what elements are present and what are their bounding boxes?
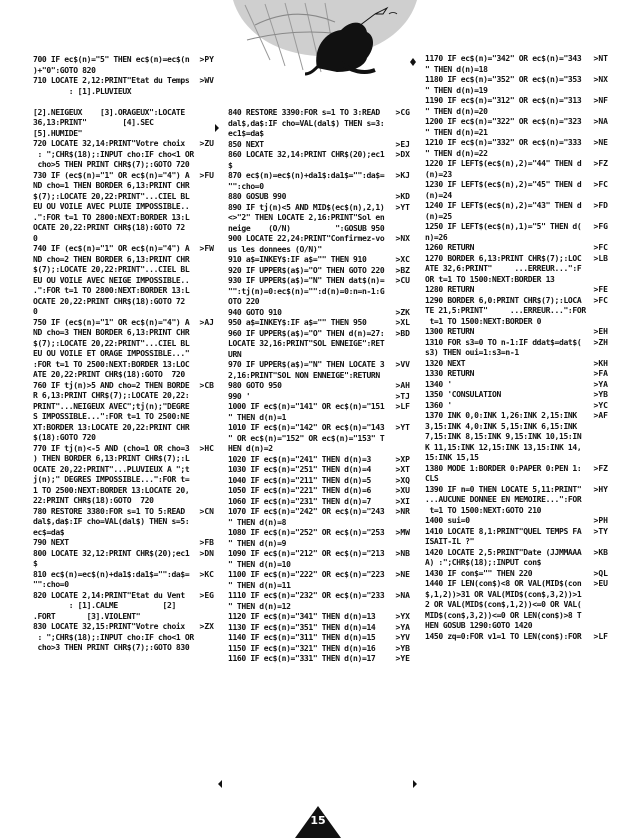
code-text: 850 NEXT [228,139,264,149]
code-text: 910 a$=INKEY$:IF a$="" THEN 910 [228,255,367,264]
code-line [228,654,410,665]
code-text: 990 ' [228,391,251,401]
code-line [228,318,410,329]
code-column-right [425,54,608,642]
checksum: >MW [395,528,410,537]
code-text: 1140 IF ec$(n)="311" THEN d(n)=15 [228,633,376,642]
code-text: 1420 LOCATE 2,5:PRINT"Date (JJMMAAA A) :";CHR$(18);:INPUT con$ [425,547,582,567]
checksum: >NA [593,117,608,126]
checksum: >BD [395,328,410,338]
code-text: 870 ec$(n)=ec$(n)+da1$:da1$="":da$= "":cho=0 [228,171,385,191]
code-line [228,455,410,466]
code-text: 970 IF UPPER$(a$)="N" THEN LOCATE 3 2,16:PRINT"SOL NON ENNEIGE":RETURN [228,360,385,380]
checksum: >AJ [199,317,214,327]
code-text: 1230 IF LEFT$(ec$(n),2)="45" THEN d (n)=24 [425,180,582,200]
code-text: 1080 IF ec$(n)="252" OR ec$(n)="253 " THEN d(n)=9 [228,528,385,548]
code-line [228,497,410,508]
code-line [228,402,410,423]
code-text: 790 NEXT [33,538,69,547]
code-text: 1190 IF ec$(n)="312" OR ec$(n)="313 " THEN d(n)=20 [425,96,582,116]
checksum: >XL [395,318,410,327]
checksum: >KD [395,192,410,201]
checksum: >YV [395,633,410,642]
code-line [228,108,410,140]
code-line [425,201,608,222]
checksum: >XP [395,454,410,464]
checksum: >NB [395,549,410,558]
code-text: 1110 IF ec$(n)="232" OR ec$(n)="233 " THEN d(n)=12 [228,591,385,611]
code-text: 770 IF tj(n)<-5 AND (cho=1 OR cho=3 ) THEN BORDER 6,13:PRINT CHR$(7);:L OCATE 20,22:PRINT"...PLUVIEUX A ";t j(n);" DEGRES IMPOSSIBLE...":FOR t= 1 TO 2500:NEXT:BORDER 13:LOCATE 20, 22:PRINT CHR$(18):GOTO 720 [33,443,190,505]
code-text: 780 RESTORE 3380:FOR s=1 TO 5:READ dal$,da$:IF cho=VAL(dal$) THEN s=5: ec$=da$ [33,506,190,537]
code-text: 800 LOCATE 32,12:PRINT CHR$(20);ec1 $ [33,548,190,568]
checksum: >YT [395,202,410,212]
code-text: 1160 IF ec$(n)="331" THEN d(n)=17 [228,654,376,663]
code-text: 880 GOSUB 990 [228,192,287,201]
checksum: >EU [593,579,608,588]
checksum: >AH [395,381,410,390]
code-text: 960 IF UPPER$(a$)="O" THEN d(n)=27: LOCATE 32,16:PRINT"SOL ENNEIGE":RET URN [228,328,385,359]
checksum: >YC [593,400,608,410]
code-line [33,381,214,444]
code-text: 840 RESTORE 3390:FOR s=1 TO 3:READ dal$,da$:IF cho=VAL(dal$) THEN s=3: ec1$=da$ [228,108,385,138]
code-line [33,622,214,654]
code-line [33,244,214,318]
code-column-left [33,55,214,654]
code-text: 1220 IF LEFT$(ec$(n),2)="44" THEN d (n)=23 [425,159,582,179]
code-line [425,548,608,569]
checksum: >LF [593,631,608,641]
code-line [228,644,410,655]
checksum: >FW [199,244,214,253]
code-line [425,138,608,159]
checksum: >FB [199,538,214,547]
checksum: >NX [395,234,410,243]
code-text: 1330 RETURN [425,369,475,378]
code-line [228,612,410,623]
code-text: 1070 IF ec$(n)="242" OR ec$(n)="243 " THEN d(n)=8 [228,507,385,527]
checksum: >PY [199,55,214,64]
code-line [425,296,608,328]
code-text: 1100 IF ec$(n)="222" OR ec$(n)="223 " THEN d(n)=11 [228,570,385,590]
checksum: >AF [593,411,608,420]
code-line [228,465,410,476]
code-line [228,140,410,151]
code-text: 1280 RETURN [425,285,475,294]
code-text: 1370 INK 0,0:INK 1,26:INK 2,15:INK 3,15:INK 4,0:INK 5,15:INK 6,15:INK 7,15:INK 8,15:INK 9,15:INK 10,15:IN K 11,15:INK 12,15:INK 13,15:INK 14, 15:INK 15,15 [425,411,582,462]
code-line [228,266,410,277]
checksum: >YT [395,423,410,432]
checksum: >YA [593,379,608,389]
code-text: 1010 IF ec$(n)="142" OR ec$(n)="143 " OR ec$(n)="152" OR ec$(n)="153" T HEN d(n)=2 [228,423,385,453]
checksum: >CG [395,108,410,117]
code-text: 1240 IF LEFT$(ec$(n),2)="43" THEN d (n)=25 [425,201,582,221]
code-line [425,369,608,380]
checksum: >FC [593,180,608,189]
code-line [425,359,608,370]
code-text: 1310 FOR s3=0 TO n-1:IF ddat$=dat$( s3) THEN oui=1:s3=n-1 [425,337,582,357]
checksum: >YX [395,612,410,621]
code-line [228,255,410,266]
checksum: >ZH [593,337,608,347]
code-line [425,180,608,201]
code-line [425,390,608,401]
code-line [425,632,608,643]
code-text: 1360 ' [425,400,452,410]
checksum: >YE [395,654,410,663]
checksum: >FZ [593,159,608,168]
code-text: 950 a$=INKEY$:IF a$="" THEN 950 [228,318,367,327]
code-text: 1260 RETURN [425,243,475,252]
code-line [425,254,608,286]
checksum: >XQ [395,475,410,485]
code-text: 1130 IF ec$(n)="351" THEN d(n)=14 [228,622,376,632]
checksum: >XU [395,486,410,495]
checksum: >FC [593,295,608,305]
code-line [228,150,410,171]
checksum: >DN [199,548,214,558]
code-text: 920 IF UPPER$(a$)="O" THEN GOTO 220 [228,265,385,275]
code-line [33,171,214,245]
checksum: >FA [593,369,608,378]
code-line [228,623,410,634]
code-line [425,411,608,464]
checksum: >ZX [199,622,214,631]
code-line [425,380,608,391]
code-line [425,75,608,96]
code-text: 700 IF ec$(n)="5" THEN ec$(n)=ec$(n )+"0":GOTO 820 [33,55,190,75]
code-text: 710 LOCATE 2,12:PRINT"Etat du Temps : [1].PLUVIEUX [2].NEIGEUX [3].ORAGEUX":LOCATE 36,13:PRINT" [4].SEC [5].HUMIDE" [33,76,190,138]
code-text: 1350 'CONSULATION [425,390,501,399]
checksum: >HY [593,484,608,494]
checksum: >TY [593,526,608,536]
checksum: >EH [593,327,608,336]
checksum: >VV [395,360,410,369]
checksum: >LF [395,402,410,411]
checksum: >NF [593,96,608,105]
checksum: >NT [593,54,608,63]
code-text: 1030 IF ec$(n)="251" THEN d(n)=4 [228,465,371,474]
code-line [425,464,608,485]
code-text: 940 GOTO 910 [228,307,282,317]
checksum: >FD [593,201,608,210]
checksum: >CU [395,276,410,285]
code-line [425,117,608,138]
code-column-middle [228,108,410,665]
code-text: 1300 RETURN [425,327,475,336]
code-text: 730 IF (ec$(n)="1" OR ec$(n)="4") A ND cho=1 THEN BORDER 6,13:PRINT CHR $(7);:LOCATE 20,22:PRINT"...CIEL BL EU OU VOILE AVEC PLUIE IMPOSSIBLE.. .":FOR t=1 TO 2800:NEXT:BORDER 13:L OCATE 20,22:PRINT CHR$(18):GOTO 72 0 [33,170,190,243]
code-text: 1450 zq=0:FOR v1=1 TO LEN(con$):FOR [425,631,582,641]
code-line [33,55,214,76]
code-line [228,360,410,381]
code-text: 1020 IF ec$(n)="241" THEN d(n)=3 [228,454,371,464]
code-line [228,171,410,192]
checksum: >FC [593,243,608,252]
code-text: 740 IF (ec$(n)="1" OR ec$(n)="4") A ND cho=2 THEN BORDER 6,13:PRINT CHR $(7);:LOCATE 20,22:PRINT"...CIEL BL EU OU VOILE AVEC NEIGE IMPOSSIBLE.. .":FOR t=1 TO 2800:NEXT:BORDER 13:L OCATE 20,22:PRINT CHR$(18):GOTO 72 0 [33,244,190,316]
code-line [33,444,214,507]
code-line [228,507,410,528]
marker-icon [217,780,223,788]
code-text: 890 IF tj(n)<5 AND MID$(ec$(n),2,1) <>"2" THEN LOCATE 2,16:PRINT"Sol en neige (O/N) ":GOSUB 950 [228,202,385,233]
code-text: 1200 IF ec$(n)="322" OR ec$(n)="323 " THEN d(n)=21 [425,117,582,137]
code-line [425,54,608,75]
code-line [425,243,608,254]
code-line [228,381,410,392]
checksum: >EG [199,590,214,600]
code-text: 1180 IF ec$(n)="352" OR ec$(n)="353 " THEN d(n)=19 [425,75,582,95]
code-text: 1060 IF ec$(n)="231" THEN d(n)=7 [228,496,371,506]
code-line [228,528,410,549]
code-text: 1320 NEXT [425,358,466,368]
code-text: 720 LOCATE 32,14:PRINT"Votre choix : ";CHR$(18);:INPUT cho:IF cho<1 OR cho>5 THEN PRINT CHR$(7);:GOTO 720 [33,139,194,169]
code-line [425,569,608,580]
code-text: 1340 ' [425,379,452,389]
code-line [228,308,410,319]
code-line [228,570,410,591]
checksum: >EJ [395,139,410,149]
code-text: 1380 MODE 1:BORDER 0:PAPER 0:PEN 1: CLS [425,463,582,483]
checksum: >NE [395,570,410,579]
code-text: 1430 IF con$="" THEN 220 [425,568,533,578]
code-text: 1150 IF ec$(n)="321" THEN d(n)=16 [228,643,376,653]
code-line [425,285,608,296]
checksum: >KH [593,358,608,368]
code-line [425,159,608,180]
code-line [425,516,608,527]
checksum: >FU [199,170,214,180]
code-line [228,486,410,497]
code-text: 1390 IF n=0 THEN LOCATE 5,11:PRINT" ...AUCUNE DONNEE EN MEMOIRE...":FOR t=1 TO 1500:NEXT:GOTO 210 [425,484,582,515]
checksum: >NR [395,507,410,516]
code-line [33,507,214,539]
checksum: >LB [593,253,608,263]
code-text: 900 LOCATE 22,24:PRINT"Confirmez-vo us les donnees (O/N)" [228,234,385,254]
code-line [33,591,214,623]
checksum: >QL [593,568,608,578]
checksum: >XT [395,465,410,474]
code-line [228,276,410,308]
marker-icon [214,124,220,132]
code-text: 1250 IF LEFT$(ec$(n),1)="5" THEN d( n)=26 [425,222,582,242]
checksum: >ZK [395,307,410,317]
code-text: 1170 IF ec$(n)="342" OR ec$(n)="343 " THEN d(n)=18 [425,54,582,74]
code-line [425,401,608,412]
checksum: >FZ [593,463,608,473]
marker-icon [410,58,416,66]
checksum: >ZU [199,139,214,148]
code-text: 1290 BORDER 6,0:PRINT CHR$(7);:LOCA TE 21,5:PRINT" ...ERREUR...":FOR t=1 TO 1500:NEXT:BORDER 0 [425,295,586,326]
code-line [425,338,608,359]
code-line [228,392,410,403]
code-line [228,591,410,612]
code-line [228,549,410,570]
checksum: >NX [593,75,608,84]
code-text: 1400 sui=0 [425,516,470,525]
checksum: >YB [395,643,410,653]
code-text: 1440 IF LEN(con$)<8 OR VAL(MID$(con $,1,2))>31 OR VAL(MID$(con$,3,2))>1 2 OR VAL(MID$(con$,1,2))<=0 OR VAL( MID$(con$,3,2))<=0 OR LEN(con$)>8 T HEN GOSUB 1290:GOTO 1420 [425,579,582,630]
checksum: >TJ [395,391,410,401]
checksum: >KC [199,569,214,579]
code-text: 830 LOCATE 32,15:PRINT"Votre choix : ";CHR$(18);:INPUT cho:IF cho<1 OR cho>3 THEN PRINT CHR$(7);:GOTO 830 [33,622,194,652]
checksum: >NA [395,591,410,600]
code-line [425,222,608,243]
checksum: >XC [395,255,410,264]
checksum: >FE [593,285,608,294]
code-line [228,476,410,487]
checksum: >XI [395,496,410,506]
code-line [228,633,410,644]
page-number: 15 [310,814,326,827]
checksum: >HC [199,443,214,453]
code-text: 1270 BORDER 6,13:PRINT CHR$(7);:LOC ATE 32,6:PRINT" ...ERREUR...":F OR t=1 TO 1500:NEXT:BORDER 13 [425,253,582,284]
checksum: >YA [395,622,410,632]
code-line [33,318,214,381]
checksum: >KJ [395,171,410,180]
code-line [228,423,410,455]
code-text: 750 IF (ec$(n)="1" OR ec$(n)="4") A ND cho=3 THEN BORDER 6,13:PRINT CHR $(7);:LOCATE 20,22:PRINT"...CIEL BL EU OU VOILE ET ORAGE IMPOSSIBLE..." :FOR t=1 TO 2500:NEXT:BORDER 13:LOC ATE 20,22:PRINT CHR$(18):GOTO 720 [33,317,190,379]
code-line [33,139,214,171]
frog-illustration [225,0,425,80]
checksum: >KB [593,547,608,557]
code-line [33,570,214,591]
code-line [33,538,214,549]
code-line [228,192,410,203]
code-text: 1410 LOCATE 8,1:PRINT"QUEL TEMPS FA ISAIT-IL ?" [425,526,582,546]
checksum: >CB [199,380,214,390]
checksum: >DX [395,150,410,159]
checksum: >BZ [395,265,410,275]
code-line [425,485,608,517]
checksum: >WV [199,76,214,85]
code-text: 1090 IF ec$(n)="212" OR ec$(n)="213 " THEN d(n)=10 [228,549,385,569]
code-text: 1050 IF ec$(n)="221" THEN d(n)=6 [228,486,371,495]
code-line [33,76,214,139]
code-text: 1210 IF ec$(n)="332" OR ec$(n)="333 " THEN d(n)=22 [425,138,582,158]
checksum: >FG [593,222,608,231]
code-line [425,579,608,632]
checksum: >YB [593,390,608,399]
code-line [425,327,608,338]
code-line [425,527,608,548]
code-text: 820 LOCATE 2,14:PRINT"Etat du Vent : [1].CALME [2] .FORT [3].VIOLENT" [33,590,185,621]
code-text: 760 IF tj(n)>5 AND cho=2 THEN BORDE R 6,13:PRINT CHR$(7);:LOCATE 20,22: PRINT"...NEIGEUX AVEC";tj(n);"DEGRE S IMPOSSIBLE...":FOR t=1 TO 2500:NE XT:BORDER 13:LOCATE 20,22:PRINT CHR $(18):GOTO 720 [33,380,190,442]
code-text: 860 LOCATE 32,14:PRINT CHR$(20);ec1 $ [228,150,385,170]
checksum: >NE [593,138,608,147]
code-text: 980 GOTO 950 [228,381,282,390]
code-line [228,234,410,255]
code-text: 930 IF UPPER$(a$)="N" THEN dat$(n)= "":tj(n)=0:ec$(n)="":d(n)=0:n=n-1:G OTO 220 [228,276,385,306]
code-line [33,549,214,570]
checksum: >CN [199,506,214,516]
code-line [228,329,410,361]
code-text: 1000 IF ec$(n)="141" OR ec$(n)="151 " THEN d(n)=1 [228,402,385,422]
checksum: >PH [593,516,608,525]
code-text: 1120 IF ec$(n)="341" THEN d(n)=13 [228,612,376,621]
marker-icon [412,780,418,788]
code-text: 810 ec$(n)=ec$(n)+da1$:da1$="":da$= "":cho=0 [33,569,190,589]
code-line [228,203,410,235]
code-text: 1040 IF ec$(n)="211" THEN d(n)=5 [228,475,371,485]
code-line [425,96,608,117]
